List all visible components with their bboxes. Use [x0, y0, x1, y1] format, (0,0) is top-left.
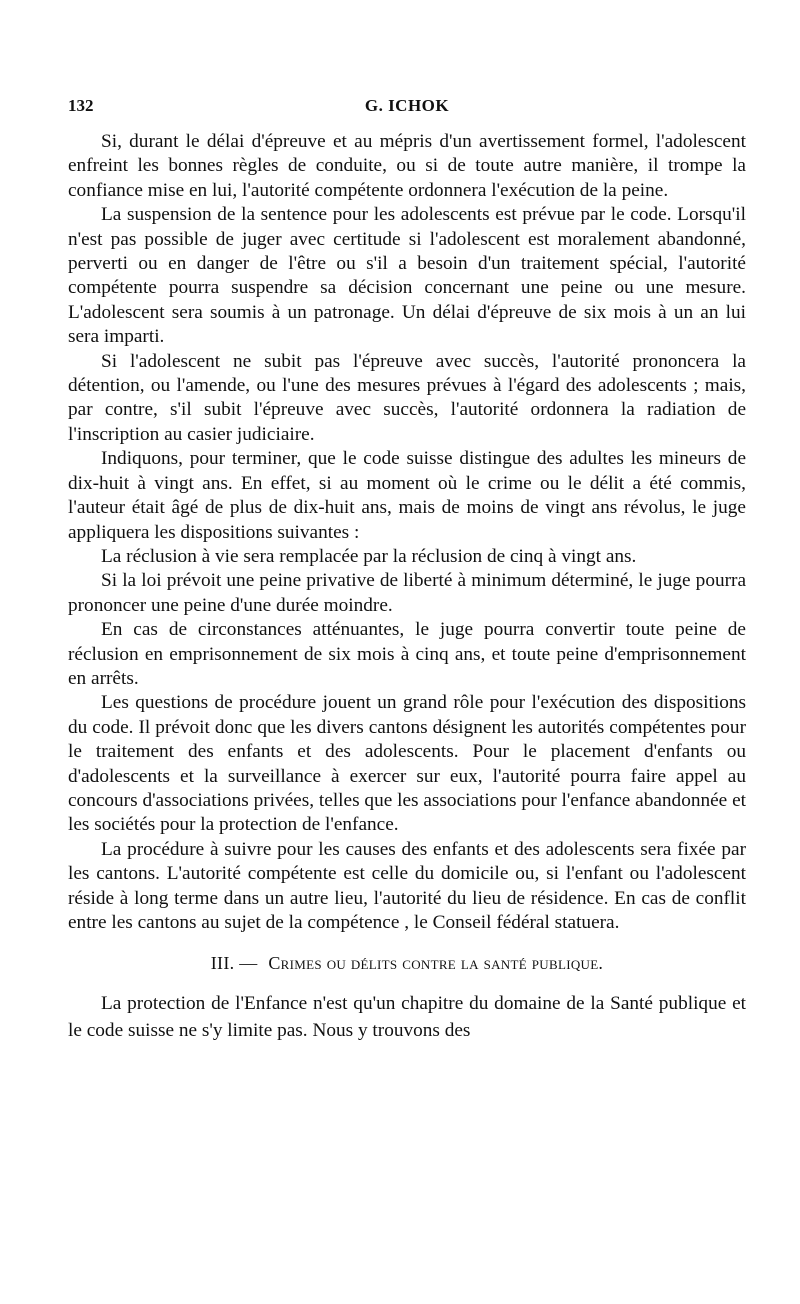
- paragraph-4: Indiquons, pour terminer, que le code suisse distingue des adultes les mineurs de dix-huit à vingt ans. En effet, si au moment où le crime ou le délit a été commis, l'auteur était âgé de plus de dix-huit ans, mais de moins de vingt ans révolus, le juge appliquera les dispositions suivantes :: [68, 448, 746, 543]
- paragraph-8: Les questions de procédure jouent un grand rôle pour l'exécution des dispositions du code. Il prévoit donc que les divers cantons désignent les autorités compétentes pour le traitement des enfants et des adolescents. Pour le placement d'enfants ou d'adolescents et la surveillance à exercer sur eux, l'autorité pourra faire appel au concours d'associations privées, telles que les associations pour l'enfance abandonnée et les sociétés pour la protection de l'enfance.: [68, 692, 746, 836]
- paragraph-3: Si l'adolescent ne subit pas l'épreuve avec succès, l'autorité prononcera la détention, ou l'amende, ou l'une des mesures prévues à l'égard des adolescents ; mais, par contre, s'il subit l'épreuve avec succès, l'autorité ordonnera la radiation de l'inscription au casier judiciaire.: [68, 350, 746, 445]
- paragraph-2: La suspension de la sentence pour les adolescents est prévue par le code. Lorsqu'il n'est pas possible de juger avec certitude si l'adolescent est moralement abandonné, perverti ou en danger de l'être ou s'il a besoin d'un traitement spécial, l'autorité compétente pourra suspendre sa décision concernant une peine ou une mesure. L'adolescent sera soumis à un patronage. Un délai d'épreuve de six mois à un an lui sera imparti.: [68, 204, 746, 348]
- section-numeral: III. —: [210, 953, 258, 974]
- closing-paragraph: La protection de l'Enfance n'est qu'un chapitre du domaine de la Santé publique et le code suisse ne s'y limite pas. Nous y trouvons des: [68, 993, 746, 1042]
- section-heading: [68, 953, 746, 974]
- section-title: Crimes ou délits contre la santé publique.: [268, 953, 604, 974]
- paragraph-7: En cas de circonstances atténuantes, le juge pourra convertir toute peine de réclusion en emprisonnement de six mois à cinq ans, et toute peine d'emprisonnement en arrêts.: [68, 619, 746, 689]
- page-number: 132: [68, 96, 94, 115]
- paragraph-9: La procédure à suivre pour les causes des enfants et des adolescents sera fixée par les cantons. L'autorité compétente est celle du domicile ou, si l'enfant ou l'adolescent réside à long terme dans un autre lieu, l'autorité du lieu de résidence. En cas de conflit entre les cantons au sujet de la compétence , le Conseil fédéral statuera.: [68, 838, 746, 933]
- paragraph-6: Si la loi prévoit une peine privative de liberté à minimum déterminé, le juge pourra prononcer une peine d'une durée moindre.: [68, 570, 746, 616]
- book-page: [68, 96, 746, 1044]
- paragraph-5: La réclusion à vie sera remplacée par la réclusion de cinq à vingt ans.: [101, 545, 637, 567]
- running-head: [68, 96, 746, 130]
- paragraph-1: Si, durant le délai d'épreuve et au mépris d'un avertissement formel, l'adolescent enfreint les bonnes règles de conduite, ou si de toute autre manière, il trompe la confiance mise en lui, l'autorité compétente ordonnera l'exécution de la peine.: [68, 131, 746, 201]
- author-name: G. ICHOK: [364, 96, 450, 115]
